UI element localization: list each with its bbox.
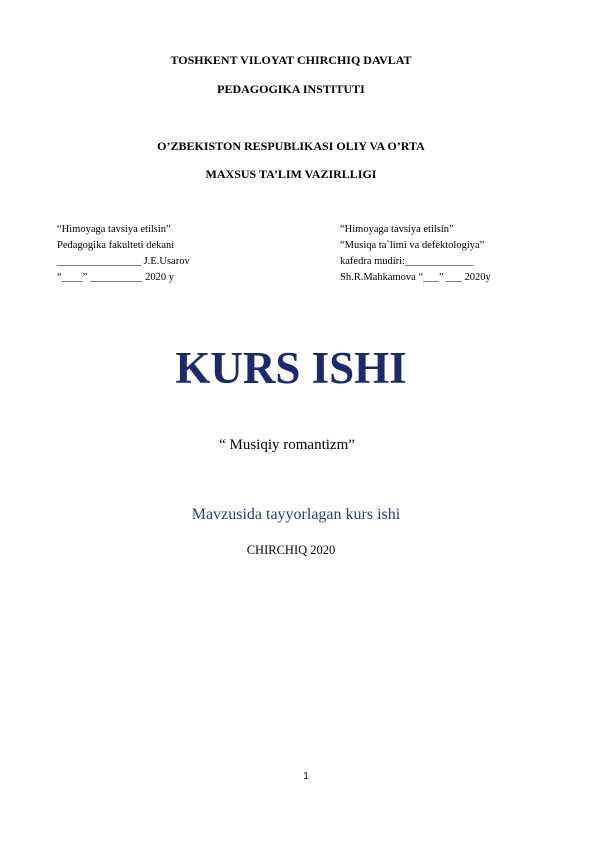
institute-name-line2: PEDAGOGIKA INSTITUTI (217, 82, 365, 96)
approval-left-line1: “Himoyaga tavsiya etilsin” (57, 224, 171, 235)
approval-right-line2: “Musiqa ta`limi va defektologiya” (340, 240, 485, 251)
approval-right-line3: kafedra mudiri:_____________ (340, 256, 474, 267)
approval-left-line2: Pedagogika fakulteti dekani (57, 240, 175, 251)
approval-right-line1: “Himoyaga tavsiya etilsin” (340, 224, 454, 235)
document-title: KURS ISHI (175, 343, 407, 393)
approval-left-line3: ________________ J.E.Usarov (57, 256, 190, 267)
ministry-name-line1: O’ZBEKISTON RESPUBLIKASI OLIY VA O’RTA (157, 139, 425, 153)
document-topic: “ Musiqiy romantizm” (219, 437, 355, 453)
ministry-name-line2: MAXSUS TA’LIM VAZIRLLIGI (205, 167, 377, 181)
approval-right-line4: Sh.R.Mahkamova “___” ___ 2020y (340, 272, 491, 283)
document-subtitle: Mavzusida tayyorlagan kurs ishi (191, 506, 401, 523)
approval-left-line4: “____” __________ 2020 y (57, 272, 174, 283)
city-year: CHIRCHIQ 2020 (246, 543, 336, 557)
institute-name-line1: TOSHKENT VILOYAT CHIRCHIQ DAVLAT (170, 53, 412, 67)
page-number: 1 (303, 771, 309, 782)
